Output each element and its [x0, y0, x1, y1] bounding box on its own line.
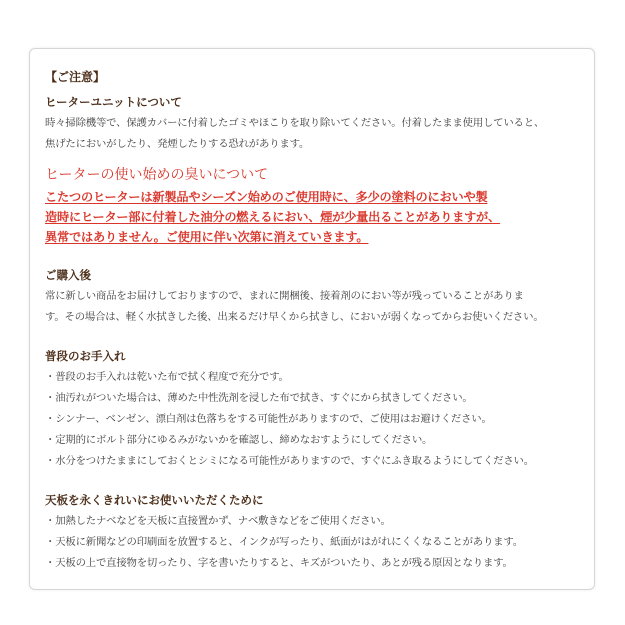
heater-unit-section: [45, 94, 590, 155]
heater-unit-text: [45, 113, 590, 155]
list-item: ・油汚れがついた場合は、薄めた中性洗剤を浸した布で拭き、すぐにから拭きしてください。: [45, 392, 473, 404]
tabletop-list: [45, 511, 590, 574]
initial-smell-title: ヒーターの使い始めの臭いについて: [45, 167, 269, 183]
initial-smell-section: [45, 165, 590, 247]
after-purchase-section: [45, 267, 590, 328]
initial-smell-line: こたつのヒーターは新製品やシーズン始めのご使用時に、多少の塗料のにおいや製: [45, 190, 488, 204]
heater-unit-title: ヒーターユニットについて: [45, 95, 182, 109]
heater-unit-line: 焦げたにおいがしたり、発煙したりする恐れがあります。: [45, 138, 310, 150]
after-purchase-text: [45, 286, 590, 328]
list-item: ・定期的にボルト部分にゆるみがないかを確認し、締めなおすようにしてください。: [45, 434, 433, 446]
list-item: ・シンナー、ベンゼン、漂白剤は色落ちをする可能性がありますので、ご使用はお避けください。: [45, 413, 492, 425]
daily-care-section: [45, 348, 590, 472]
initial-smell-line: 造時にヒーター部に付着した油分の燃えるにおい、煙が少量出ることがありますが、: [45, 210, 501, 224]
tabletop-title: 天板を永くきれいにお使いいただくために: [45, 493, 264, 507]
notice-content: [45, 69, 590, 574]
after-purchase-line: す。その場合は、軽く水拭きした後、出来るだけ早くから拭きし、においが弱くなってからお使いください。: [45, 311, 544, 323]
list-item: ・水分をつけたままにしておくとシミになる可能性がありますので、すぐにふき取るようにしてください。: [45, 455, 534, 467]
list-item: ・普段のお手入れは乾いた布で拭く程度で充分です。: [45, 371, 289, 383]
notice-card: [29, 48, 595, 590]
list-item: ・天板に新聞などの印刷面を放置すると、インクが写ったり、紙面がはがれにくくなることがあります。: [45, 536, 523, 548]
after-purchase-title: ご購入後: [45, 268, 91, 282]
initial-smell-line: 異常ではありません。ご使用に伴い次第に消えていきます。: [45, 230, 369, 244]
heater-unit-line: 時々掃除機等で、保護カバーに付着したゴミやほこりを取り除いてください。付着したまま使用していると、: [45, 117, 545, 129]
list-item: ・加熱したナベなどを天板に直接置かず、ナベ敷きなどをご使用ください。: [45, 515, 391, 527]
tabletop-section: [45, 492, 590, 574]
list-item: ・天板の上で直接物を切ったり、字を書いたりすると、キズがついたり、あとが残る原因となります。: [45, 557, 513, 569]
initial-smell-text: [45, 187, 590, 247]
notice-title: 【ご注意】: [45, 70, 106, 84]
daily-care-title: 普段のお手入れ: [45, 349, 126, 363]
daily-care-list: [45, 367, 590, 472]
after-purchase-line: 常に新しい商品をお届けしておりますので、まれに開梱後、接着剤のにおい等が残っていることがありま: [45, 290, 524, 302]
